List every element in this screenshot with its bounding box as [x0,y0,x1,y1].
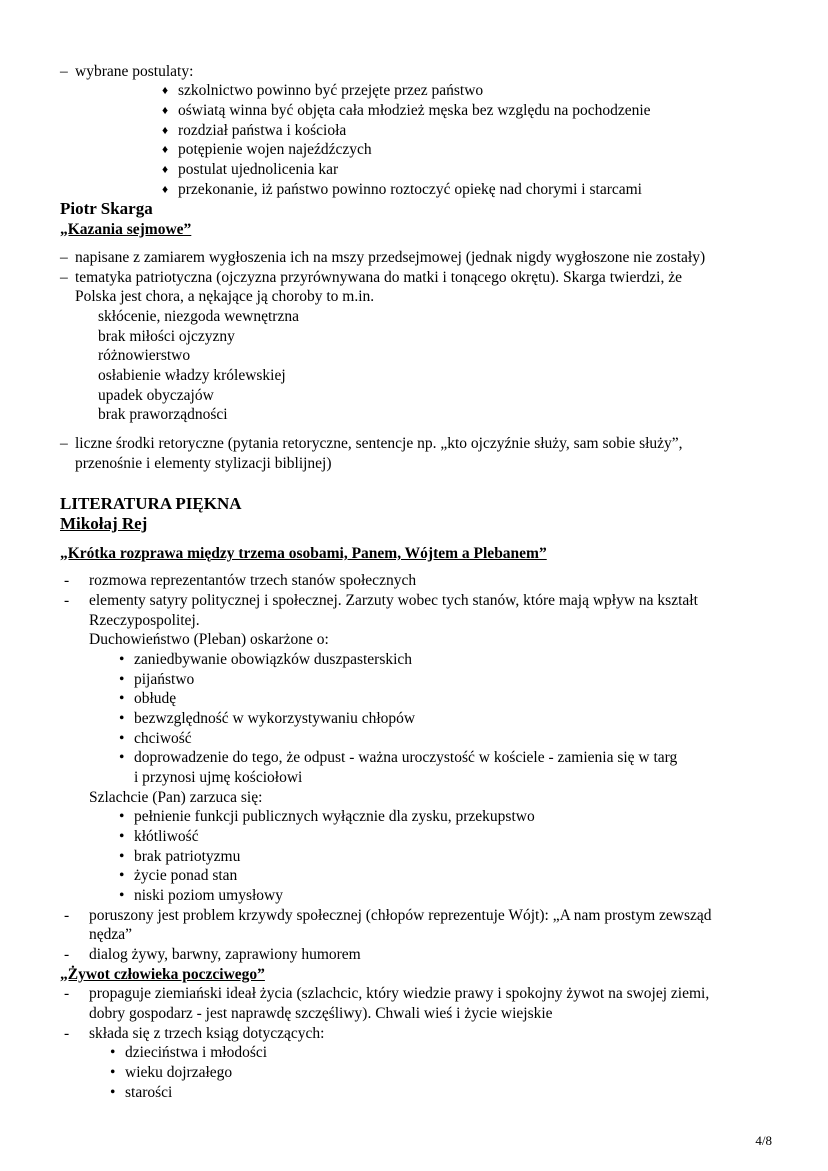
paragraph: dobry gospodarz - jest naprawdę szczęśliwy). Chwali wieś i życie wiejskie [89,1005,553,1022]
paragraph: elementy satyry politycznej i społecznej. Zarzuty wobec tych stanów, które mają wpływ na kształt [89,592,698,609]
paragraph: rozmowa reprezentantów trzech stanów społecznych [89,572,417,589]
list-item: pijaństwo [134,671,195,688]
paragraph: liczne środki retoryczne (pytania retoryczne, sentencje np. „kto ojczyźnie służy, sam sobie służy”, [75,435,683,452]
list-item: zaniedbywanie obowiązków duszpasterskich [134,651,413,668]
dot-bullet-icon: • [119,887,125,904]
hyphen-marker: - [64,985,70,1002]
dash-marker: – [60,63,68,80]
dot-bullet-icon: • [119,690,125,707]
dot-bullet-icon: • [110,1064,116,1081]
page-number: 4/8 [755,1133,772,1148]
dot-bullet-icon: • [110,1084,116,1101]
list-item: oświatą winna być objęta cała młodzież męska bez względu na pochodzenie [178,102,651,119]
postulates-intro: wybrane postulaty: [75,63,194,80]
list-item: osłabienie władzy królewskiej [98,367,286,384]
dot-bullet-icon: • [119,828,125,845]
work-title-zywot: „Żywot człowieka poczciwego” [60,966,265,983]
nobles-intro: Szlachcie (Pan) zarzuca się: [89,789,263,806]
author-heading-skarga: Piotr Skarga [60,199,153,218]
hyphen-marker: - [64,946,70,963]
dot-bullet-icon: • [119,710,125,727]
list-item: chciwość [134,730,192,747]
list-item: brak patriotyzmu [134,848,241,865]
paragraph: poruszony jest problem krzywdy społecznej (chłopów reprezentuje Wójt): „A nam prostym zewsząd [89,907,712,924]
diamond-bullet-icon: ♦ [162,103,169,117]
dash-marker: – [60,269,68,286]
list-item: różnowierstwo [98,347,191,364]
list-item: rozdział państwa i kościoła [178,122,347,139]
work-title-rozprawa: „Krótka rozprawa między trzema osobami, Panem, Wójtem a Plebanem” [60,545,547,562]
dot-bullet-icon: • [119,749,125,766]
paragraph: dialog żywy, barwny, zaprawiony humorem [89,946,361,963]
list-item: pełnienie funkcji publicznych wyłącznie dla zysku, przekupstwo [134,808,535,825]
dot-bullet-icon: • [119,730,125,747]
list-item: bezwzględność w wykorzystywaniu chłopów [134,710,416,727]
list-item-continuation: i przynosi ujmę kościołowi [134,769,303,786]
hyphen-marker: - [64,592,70,609]
dot-bullet-icon: • [119,651,125,668]
list-item: potępienie wojen najeźdźczych [178,141,372,158]
paragraph: propaguje ziemiański ideał życia (szlachcic, który wiedzie prawy i spokojny żywot na swojej ziemi, [89,985,710,1002]
diamond-bullet-icon: ♦ [162,123,169,137]
dash-marker: – [60,435,68,452]
paragraph: przenośnie i elementy stylizacji biblijnej) [75,455,332,472]
clergy-intro: Duchowieństwo (Pleban) oskarżone o: [89,631,329,648]
paragraph: składa się z trzech ksiąg dotyczących: [89,1025,325,1042]
list-item: niski poziom umysłowy [134,887,283,904]
list-item: brak miłości ojczyzny [98,328,235,345]
list-item: brak praworządności [98,406,228,423]
paragraph: nędza” [89,926,133,943]
dot-bullet-icon: • [110,1044,116,1061]
paragraph: tematyka patriotyczna (ojczyzna przyrównywana do matki i tonącego okrętu). Skarga twierdzi, że [75,269,682,286]
list-item: skłócenie, niezgoda wewnętrzna [98,308,299,325]
list-item: doprowadzenie do tego, że odpust - ważna uroczystość w kościele - zamienia się w targ [134,749,678,766]
dot-bullet-icon: • [119,808,125,825]
list-item: starości [125,1084,173,1101]
dot-bullet-icon: • [119,671,125,688]
hyphen-marker: - [64,907,70,924]
list-item: dzieciństwa i młodości [125,1044,268,1061]
list-item: kłótliwość [134,828,199,845]
diamond-bullet-icon: ♦ [162,162,169,176]
diamond-bullet-icon: ♦ [162,182,169,196]
dash-marker: – [60,249,68,266]
list-item: szkolnictwo powinno być przejęte przez państwo [178,82,484,99]
list-item: przekonanie, iż państwo powinno roztoczyć opiekę nad chorymi i starcami [178,181,642,198]
paragraph: Polska jest chora, a nękające ją choroby to m.in. [75,288,375,305]
list-item: wieku dojrzałego [125,1064,233,1081]
list-item: upadek obyczajów [98,387,214,404]
list-item: życie ponad stan [134,867,238,884]
dot-bullet-icon: • [119,848,125,865]
hyphen-marker: - [64,572,70,589]
work-title-kazania: „Kazania sejmowe” [60,221,192,238]
diamond-bullet-icon: ♦ [162,83,169,97]
paragraph: napisane z zamiarem wygłoszenia ich na mszy przedsejmowej (jednak nigdy wygłoszone nie zostały) [75,249,706,266]
dot-bullet-icon: • [119,867,125,884]
list-item: postulat ujednolicenia kar [178,161,339,178]
hyphen-marker: - [64,1025,70,1042]
author-heading-rej: Mikołaj Rej [60,514,148,533]
paragraph: Rzeczypospolitej. [89,612,200,629]
section-heading: LITERATURA PIĘKNA [60,494,242,513]
diamond-bullet-icon: ♦ [162,142,169,156]
list-item: obłudę [134,690,177,707]
